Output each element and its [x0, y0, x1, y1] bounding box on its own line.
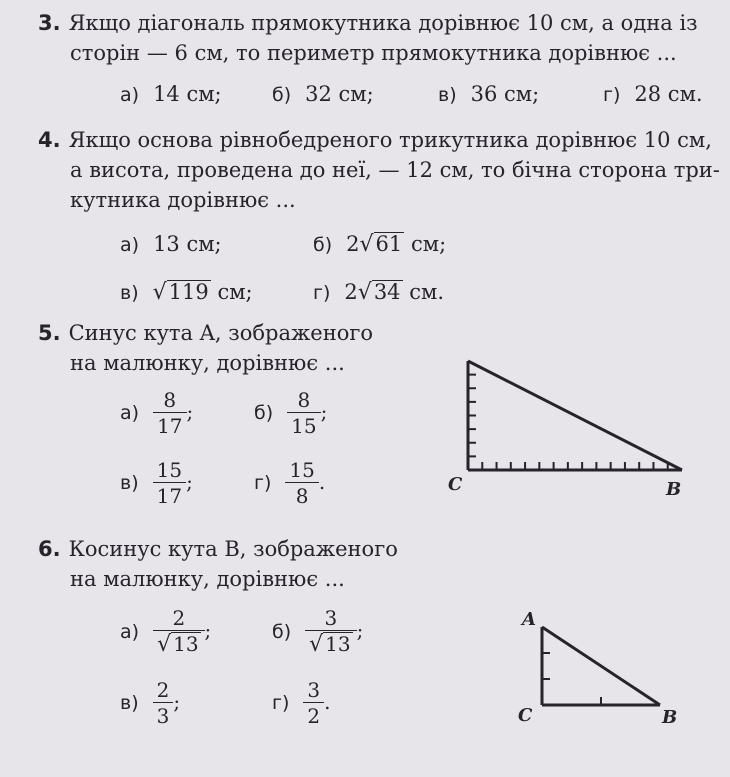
sqrt-icon: √	[152, 280, 167, 305]
question-text-line-1: Якщо основа рівнобедреного трикутника дорівнює 10 см,	[68, 128, 712, 152]
question-text-line-2: на малюнку, дорівнює ...	[70, 567, 345, 591]
fraction: $\frac{15}{17}$	[153, 458, 186, 509]
q6-option-b[interactable]: б) $\frac{3}{√ 13}$ ;	[272, 606, 364, 657]
question-text-line-2: а висота, проведена до неї, — 12 см, то бічна сторона три-	[70, 158, 720, 182]
q4-option-a[interactable]: а) 13 см;	[120, 232, 222, 256]
vertex-label-c: C	[518, 705, 533, 726]
q3-option-b[interactable]: б) 32 см;	[272, 82, 374, 106]
vertex-label-b: B	[666, 479, 682, 500]
vertex-label-a: A	[522, 609, 536, 630]
q4-option-v[interactable]: в) √119 см;	[120, 280, 253, 305]
fraction: $\frac{15}{8}$	[285, 458, 318, 509]
fraction: $\frac{8}{15}$	[287, 388, 320, 439]
fraction: $\frac{3}{2}$	[303, 678, 324, 729]
triangle-figure-q6	[510, 605, 700, 735]
fraction: $\frac{3}{√ 13}$	[305, 606, 356, 658]
fraction: $\frac{2}{√ 13}$	[153, 606, 204, 658]
q4-option-b[interactable]: б) 2√61 см;	[313, 232, 447, 257]
question-6	[38, 534, 398, 594]
question-number: 5.	[38, 321, 61, 345]
q3-option-v[interactable]: в) 36 см;	[438, 82, 540, 106]
hypotenuse	[542, 627, 660, 705]
q5-option-g[interactable]: г) $\frac{15}{8}$ .	[254, 458, 326, 508]
q3-option-a[interactable]: а) 14 см;	[120, 82, 222, 106]
question-number: 4.	[38, 128, 61, 152]
question-3	[38, 8, 698, 68]
q5-option-v[interactable]: в) $\frac{15}{17}$ ;	[120, 458, 193, 508]
question-text-line-3: кутника дорівнює ...	[70, 188, 296, 212]
hypotenuse	[468, 361, 682, 470]
q6-option-a[interactable]: а) $\frac{2}{√ 13}$ ;	[120, 606, 212, 657]
question-number: 6.	[38, 537, 61, 561]
question-text-line-1: Якщо діагональ прямокутника дорівнює 10 см, а одна із	[68, 11, 698, 35]
sqrt-icon: √	[359, 232, 374, 257]
q6-option-v[interactable]: в) $\frac{2}{3}$ ;	[120, 678, 181, 728]
question-text-line-1: Синус кута A, зображеного	[68, 321, 373, 345]
question-5	[38, 318, 373, 378]
sqrt-icon: √	[157, 632, 172, 657]
fraction: $\frac{2}{3}$	[153, 678, 174, 729]
question-4	[38, 125, 720, 215]
fraction: $\frac{8}{17}$	[153, 388, 186, 439]
q5-option-b[interactable]: б) $\frac{8}{15}$ ;	[254, 388, 328, 438]
q5-option-a[interactable]: а) $\frac{8}{17}$ ;	[120, 388, 194, 438]
sqrt-icon: √	[309, 632, 324, 657]
vertex-label-b: B	[662, 707, 678, 728]
question-text-line-1: Косинус кута B, зображеного	[68, 537, 398, 561]
question-text-line-2: на малюнку, дорівнює ...	[70, 351, 345, 375]
sqrt-icon: √	[357, 280, 372, 305]
vertex-label-c: C	[448, 474, 463, 495]
question-number: 3.	[38, 11, 61, 35]
q3-option-g[interactable]: г) 28 см.	[603, 82, 703, 106]
triangle-figure-q5	[440, 355, 700, 505]
q4-option-g[interactable]: г) 2√34 см.	[313, 280, 445, 305]
question-text-line-2: сторін — 6 см, то периметр прямокутника дорівнює ...	[70, 41, 677, 65]
q6-option-g[interactable]: г) $\frac{3}{2}$ .	[272, 678, 331, 728]
